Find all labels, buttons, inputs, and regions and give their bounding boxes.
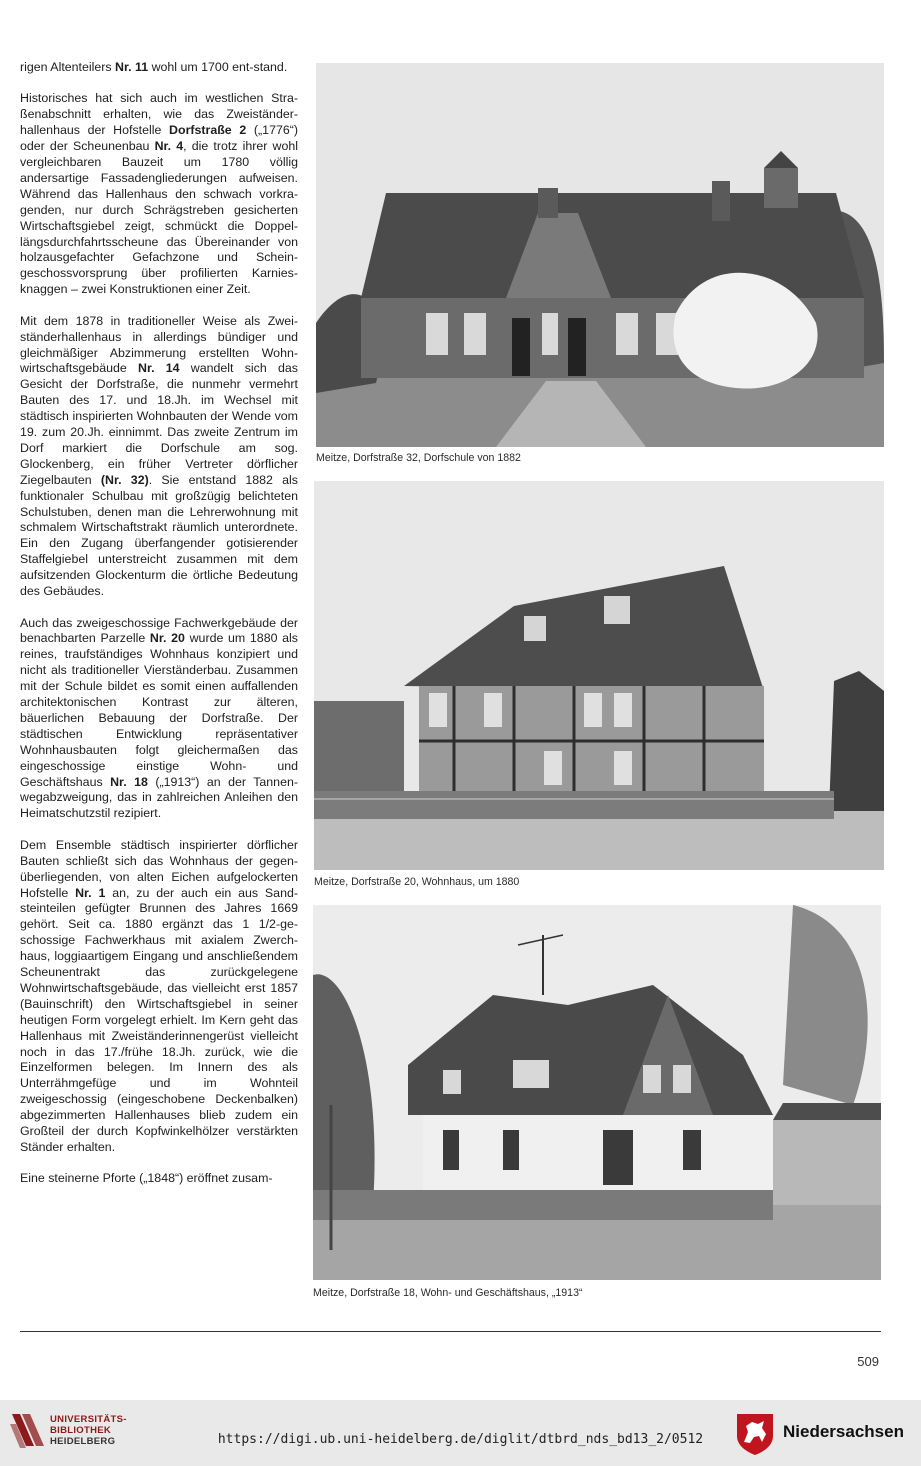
permalink-url[interactable]: https://digi.ub.uni-heidelberg.de/diglit/dtbrd_nds_bd13_2/0512 <box>217 1432 704 1447</box>
body-paragraph: Mit dem 1878 in traditioneller Weise als Zweiständerhallenhaus in allerdings bündiger und gleichmäßiger Abzimmerung erstellten Wohnwirtschaftsgebäude Nr. 14 wandelt sich das Gesicht der Dorfstraße, die nunmehr vermehrt Bauten des 17. und 18.Jh. im Wechsel mit städtisch inspirierten Wohnbauten der Wende vom 19. zum 20.Jh. einnimmt. Das zweite Zentrum im Dorf markiert die Dorfschule am sog. Glockenberg, ein früher Vertreter dörflicher Ziegelbauten (Nr. 32). Sie entstand 1882 als funktionaler Schulbau mit großzügig belichteten Schulstuben, denen man die Lehrerwohnung mit schmalem Wirtschaftstrakt räumlich unterordnete. Ein den Zugang überfangender gotisierender Staffelgiebel unterstreicht zusammen mit dem aufsitzenden Glockenturm die örtliche Bedeutung des Gebäudes. <box>20 313 298 599</box>
address-reference: Nr. 18 <box>110 774 148 789</box>
address-reference: Nr. 4 <box>154 139 184 154</box>
photo-dorfschule <box>316 63 884 447</box>
partner-name[interactable]: Niedersachsen <box>783 1422 904 1441</box>
geschaeftshaus-illustration <box>313 905 881 1280</box>
address-reference: Dorfstraße 2 <box>169 123 247 138</box>
body-paragraph: Historisches hat sich auch im westlichen Straßenabschnitt erhalten, wie das Zweiständerhallenhaus der Hofstelle Dorfstraße 2 („1776“) oder der Scheunenbau Nr. 4, die trotz ihrer wohl vergleichbaren Bauzeit um 1780 völlig andersartige Fassadengliederungen aufweisen. Während das Hallenhaus den schwach vorkragenden, nur durch Schrägstreben gesicherten Wirtschaftsgiebel zeigt, schmückt die Doppellängsdurchfahrtsscheune das Übereinander von holzausgefachter Gefachzone und Scheingeschossvorsprung über profilierten Karniesknaggen – zwei Konstruktionen einer Zeit. <box>20 91 298 297</box>
viewer-footer <box>0 1400 921 1466</box>
caption-figure-3: Meitze, Dorfstraße 18, Wohn- und Geschäftshaus, „1913“ <box>313 1287 583 1299</box>
body-paragraph: Dem Ensemble städtisch inspirierter dörflicher Bauten schließt sich das Wohnhaus der gegenüberliegenden, von alten Eichen aufgelockerten Hofstelle Nr. 1 an, zu der auch ein aus Sandsteinteilen gefügter Brunnen des Jahres 1669 gehört. Seit ca. 1880 ergänzt das 1 1/2-geschossige Fachwerkhaus mit axialem Zwerchhaus, loggiaartigem Eingang und anschließendem Scheunentrakt das zurückgelegene Wohnwirtschaftsgebäude, das vielleicht erst 1857 (Bauinschrift) den Wirtschaftsgiebel in seiner heutigen Form vorgelegt erhielt. Im Kern geht das Hallenhaus mit Zweiständerinnengerüst vielleicht noch in das 17./frühe 18.Jh. zurück, wie die Einzelformen belegen. Im Innern des als Unterrähmgefüge und im Wohnteil zweigeschossig (eingeschobene Deckenbalken) abgezimmerten Hallenhauses blieb zudem ein Großteil der durch Kopfwinkelhölzer verstärkten Ständer erhalten. <box>20 837 298 1154</box>
photo-geschaeftshaus-nr18 <box>313 905 881 1280</box>
body-paragraph: Auch das zweigeschossige Fachwerkgebäude der benachbarten Parzelle Nr. 20 wurde um 1880 als reines, traufständiges Wohnhaus konzipiert und nicht als traditioneller Vierständerbau. Zusammen mit der Schule bildet es somit einen auffallenden architektonischen Kontrast zur älteren, bäuerlichen Bebauung der Dorfstraße. Der städtischen Entwicklung repräsentativer Wohnhausbauten folgt gleichermaßen das eingeschossige einstige Wohn- und Geschäftshaus Nr. 18 („1913“) an der Tannenwegabzweigung, das in zahlreichen Anleihen den Heimatschutzstil rezipiert. <box>20 615 299 821</box>
wohnhaus-illustration <box>314 481 884 870</box>
address-reference: Nr. 20 <box>149 631 185 646</box>
school-illustration <box>316 63 884 447</box>
body-paragraph: rigen Altenteilers Nr. 11 wohl um 1700 ent-stand. <box>20 60 288 74</box>
library-line-2: BIBLIOTHEK <box>50 1425 112 1436</box>
page-number: 509 <box>857 1354 879 1369</box>
photo-wohnhaus-nr20 <box>314 481 884 870</box>
address-reference: (Nr. 32) <box>100 472 149 487</box>
caption-figure-1: Meitze, Dorfstraße 32, Dorfschule von 1882 <box>316 452 521 464</box>
library-line-3: HEIDELBERG <box>50 1436 116 1447</box>
address-reference: Nr. 1 <box>75 885 106 900</box>
address-reference: Nr. 11 <box>115 60 149 74</box>
bottom-rule <box>20 1331 881 1332</box>
niedersachsen-horse-crest-icon <box>735 1412 775 1456</box>
body-paragraph: Eine steinerne Pforte („1848“) eröffnet zusam- <box>20 1171 273 1186</box>
body-text-column <box>20 60 298 1203</box>
caption-figure-2: Meitze, Dorfstraße 20, Wohnhaus, um 1880 <box>314 876 520 888</box>
library-line-1: UNIVERSITÄTS- <box>50 1414 127 1425</box>
address-reference: Nr. 14 <box>138 361 180 376</box>
